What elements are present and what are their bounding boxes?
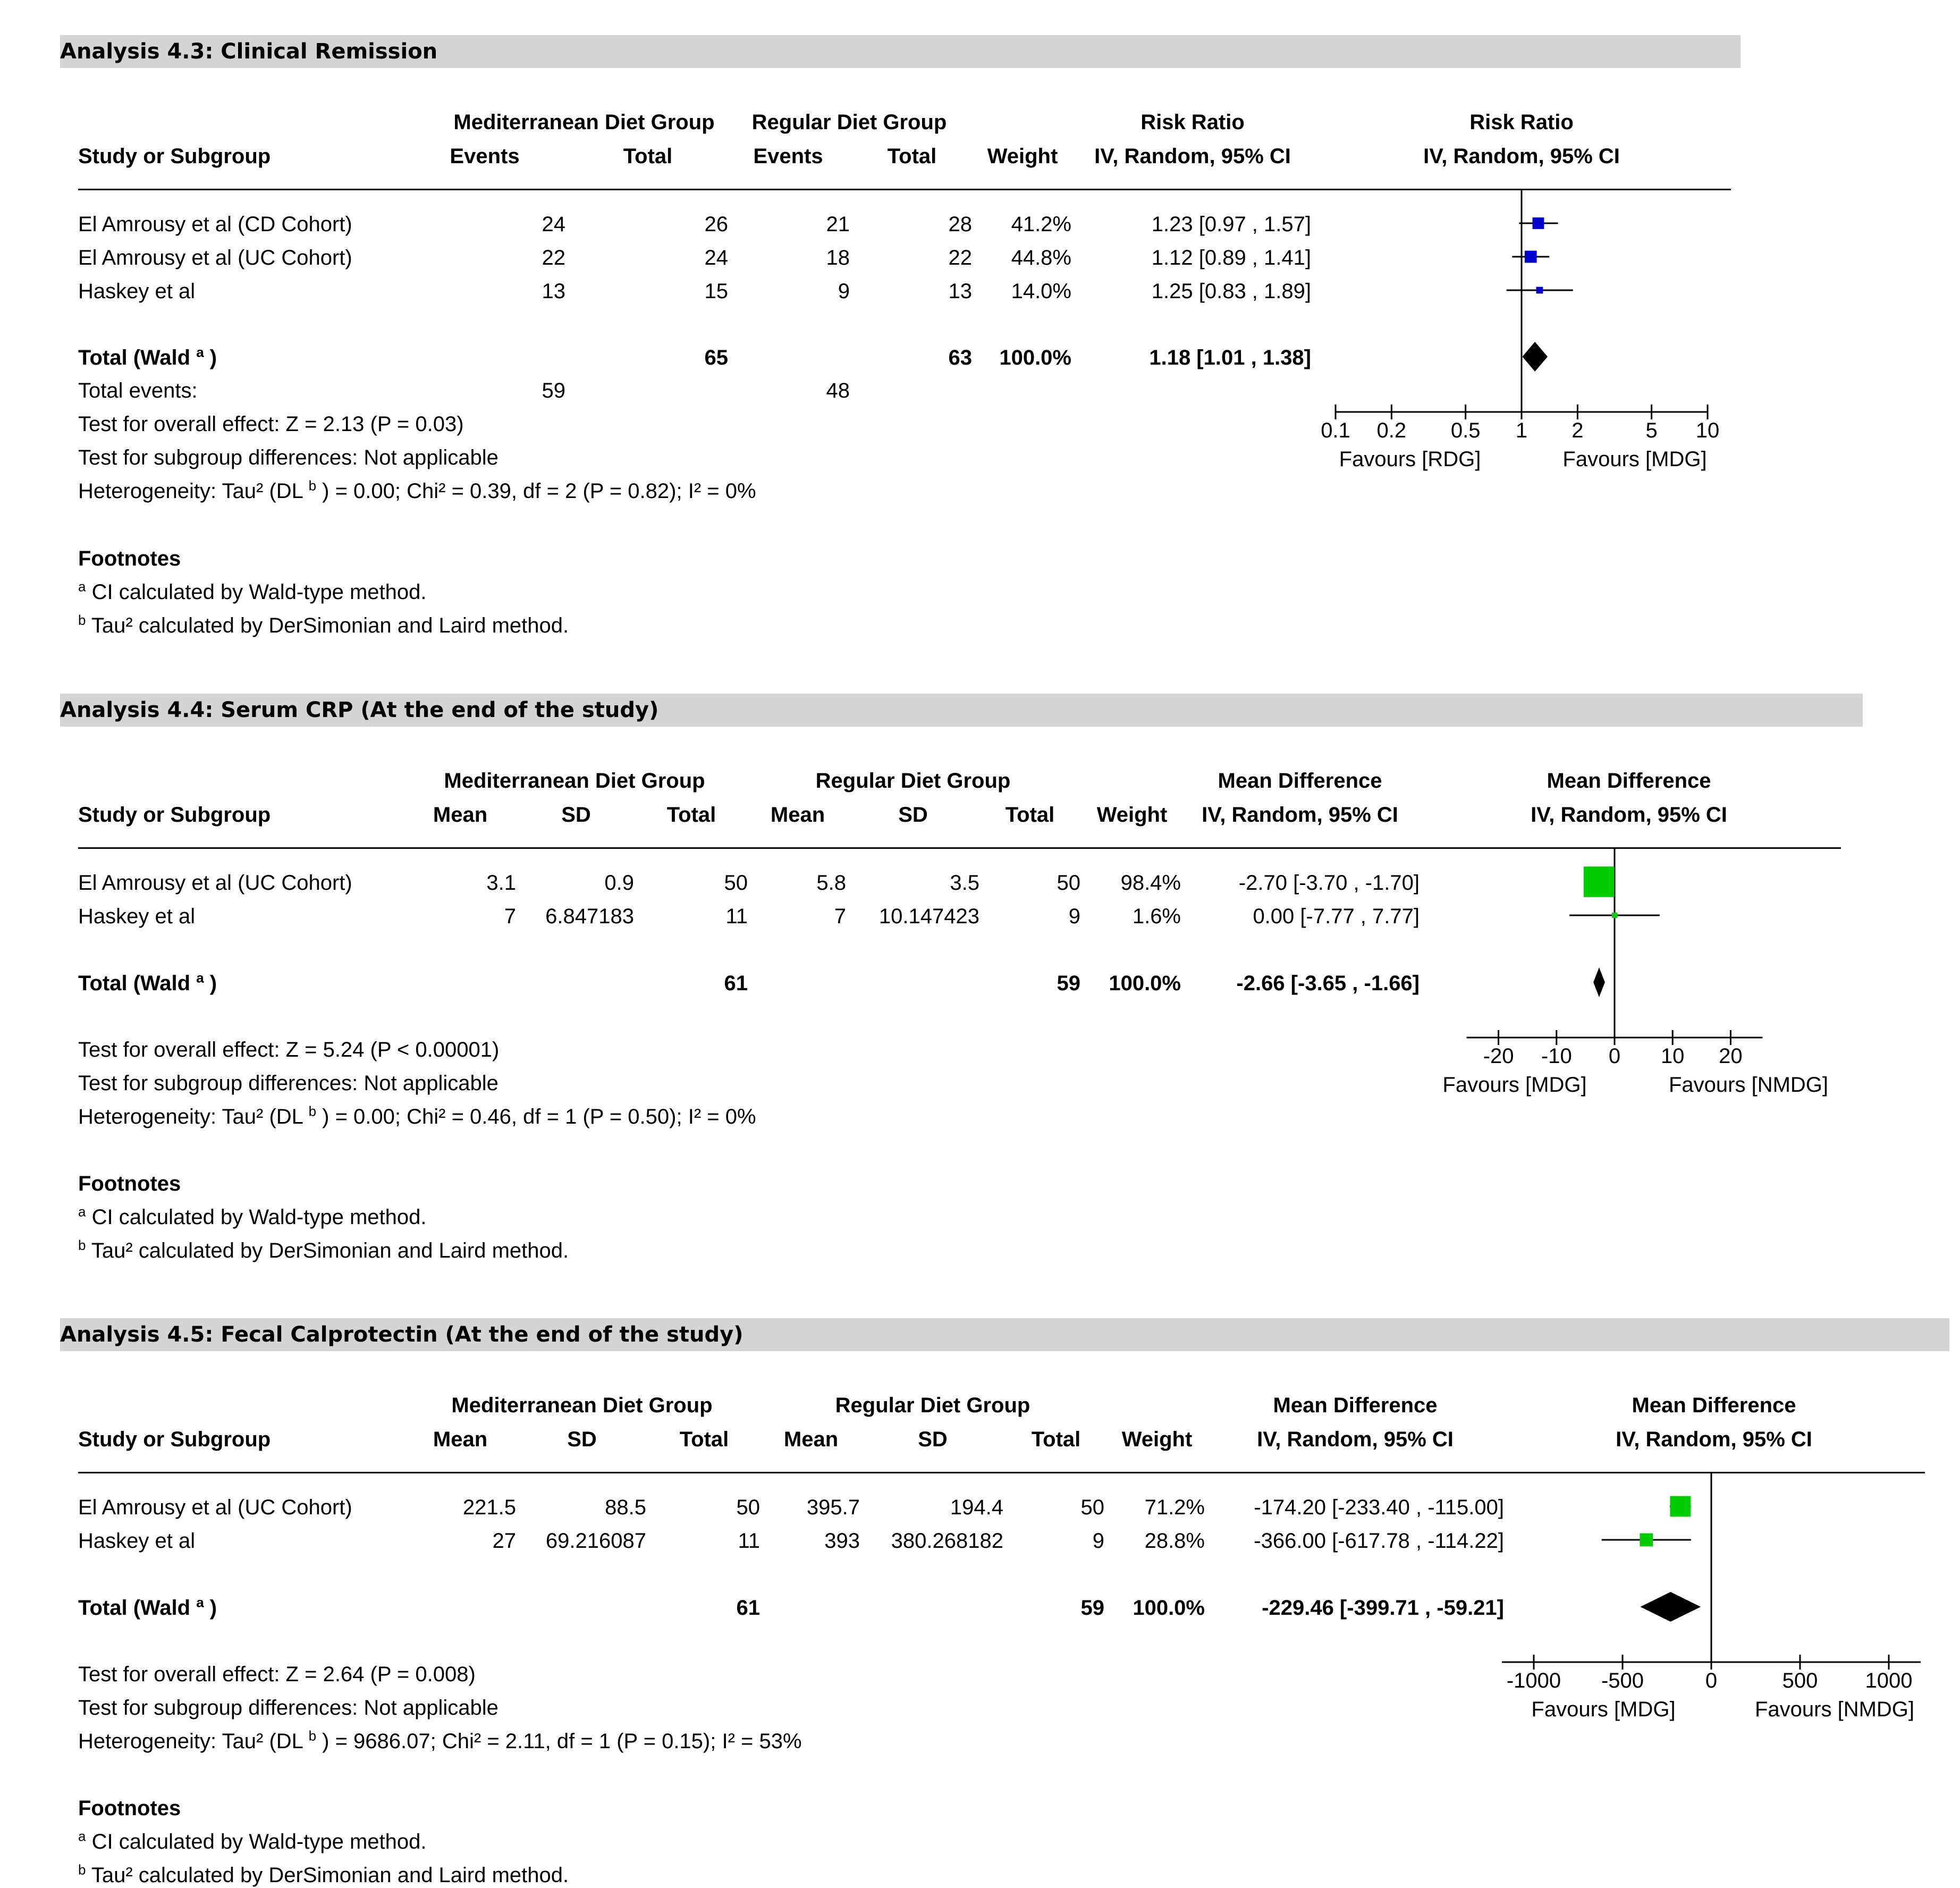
p1-row1-ci: 1.23 [0.97 , 1.57] (1151, 213, 1311, 236)
x-tick-label: 0.5 (1450, 419, 1481, 442)
x-tick-label: 0.1 (1321, 419, 1350, 442)
p1-row2-e1: 22 (542, 246, 565, 269)
p1-effect-heading: Risk Ratio (1140, 111, 1245, 134)
p2-total-n2: 59 (1057, 972, 1080, 995)
p2-row1-sd2: 3.5 (950, 871, 979, 895)
p2-col-weight: Weight (1096, 803, 1168, 827)
p3-plot-method: IV, Random, 95% CI (1616, 1428, 1812, 1451)
p3-row2-weight: 28.8% (1144, 1529, 1205, 1553)
p1-plot-heading: Risk Ratio (1469, 111, 1574, 134)
study-marker (1640, 1533, 1653, 1547)
p2-overall-effect: Test for overall effect: Z = 5.24 (P < 0.00001) (78, 1038, 500, 1061)
p1-total-ci: 1.18 [1.01 , 1.38] (1149, 346, 1311, 369)
p3-total-label: Total (Wald $^a$ ) (78, 1594, 217, 1620)
p1-row2-e2: 18 (826, 246, 850, 269)
p3-row1-m2: 395.7 (806, 1496, 860, 1519)
p2-row1-n1: 50 (724, 871, 748, 895)
p1-total-n2: 63 (948, 346, 972, 369)
p2-col-mean2: Mean (770, 803, 825, 827)
p3-row2-m1: 27 (492, 1529, 516, 1553)
p1-row2-study: El Amrousy et al (UC Cohort) (78, 246, 352, 269)
p2-row1-weight: 98.4% (1120, 871, 1181, 895)
p3-row1-n1: 50 (736, 1496, 760, 1519)
p3-row1-ci: -174.20 [-233.40 , -115.00] (1254, 1496, 1504, 1519)
p1-row3-n1: 15 (704, 280, 728, 303)
p1-events-e1: 59 (542, 379, 565, 402)
p3-subgroup-test: Test for subgroup differences: Not applicable (78, 1696, 499, 1720)
p2-col-sd1: SD (561, 803, 591, 827)
p2-total-ci: -2.66 [-3.65 , -1.66] (1236, 972, 1420, 995)
p1-row1-e2: 21 (826, 213, 850, 236)
study-marker (1536, 287, 1543, 294)
p2-row2-study: Haskey et al (78, 905, 196, 928)
p1-events-label: Total events: (78, 379, 198, 402)
p3-col-total2: Total (1031, 1428, 1081, 1451)
p2-plot-method: IV, Random, 95% CI (1531, 803, 1727, 827)
p2-row1-study: El Amrousy et al (UC Cohort) (78, 871, 352, 895)
x-tick-label: 5 (1645, 419, 1658, 442)
p3-col-study: Study or Subgroup (78, 1428, 271, 1451)
p3-col-mean1: Mean (433, 1428, 488, 1451)
p1-row1-n1: 26 (704, 213, 728, 236)
x-tick-label: 0.2 (1376, 419, 1407, 442)
p2-heterogeneity: Heterogeneity: Tau² (DL $^b$ ) = 0.00; Chi² = 0.46, df = 1 (P = 0.50); I² = 0% (78, 1103, 756, 1128)
p1-row2-ci: 1.12 [0.89 , 1.41] (1151, 246, 1311, 269)
p3-footnotes-title: Footnotes (78, 1797, 181, 1820)
p3-row1-sd2: 194.4 (950, 1496, 1003, 1519)
x-tick-label: 20 (1719, 1044, 1743, 1068)
panel3-title: Analysis 4.5: Fecal Calprotectin (At the end of the study) (60, 1322, 744, 1347)
p2-favours-left: Favours [MDG] (1442, 1073, 1587, 1097)
total-diamond (1523, 342, 1548, 372)
total-diamond (1593, 967, 1605, 997)
forest-plot-1 (1321, 189, 1719, 442)
p3-row1-weight: 71.2% (1144, 1496, 1205, 1519)
p2-row1-sd1: 0.9 (604, 871, 634, 895)
p3-col-sd1: SD (567, 1428, 597, 1451)
p2-row2-m1: 7 (504, 905, 516, 928)
p1-total-n1: 65 (704, 346, 728, 369)
p3-col-sd2: SD (918, 1428, 948, 1451)
p2-col-mean1: Mean (433, 803, 488, 827)
x-tick-label: -10 (1541, 1044, 1572, 1068)
p3-row2-n2: 9 (1092, 1529, 1104, 1553)
p1-heterogeneity: Heterogeneity: Tau² (DL $^b$ ) = 0.00; Chi² = 0.39, df = 2 (P = 0.82); I² = 0% (78, 477, 756, 503)
p2-col-total1: Total (666, 803, 716, 827)
p1-col-events1: Events (450, 145, 520, 168)
p1-row2-n1: 24 (704, 246, 728, 269)
p1-row2-n2: 22 (948, 246, 972, 269)
p1-row3-weight: 14.0% (1011, 280, 1071, 303)
x-tick-label: 10 (1695, 419, 1720, 442)
x-tick-label: 0 (1608, 1044, 1621, 1068)
p2-favours-right: Favours [NMDG] (1668, 1073, 1829, 1097)
x-tick-label: 2 (1572, 419, 1584, 442)
x-tick-label: 1000 (1865, 1669, 1913, 1692)
p2-row2-ci: 0.00 [-7.77 , 7.77] (1253, 905, 1420, 928)
p3-total-ci: -229.46 [-399.71 , -59.21] (1262, 1596, 1504, 1620)
study-marker (1525, 251, 1537, 263)
p1-row2-weight: 44.8% (1011, 246, 1071, 269)
p3-col-total1: Total (679, 1428, 729, 1451)
p1-events-e2: 48 (826, 379, 850, 402)
p3-row2-sd2: 380.268182 (891, 1529, 1003, 1553)
p2-row1-m1: 3.1 (486, 871, 516, 895)
p3-group2-heading: Regular Diet Group (835, 1394, 1030, 1417)
p1-total-label: Total (Wald $^a$ ) (78, 344, 217, 369)
panel1-title: Analysis 4.3: Clinical Remission (60, 39, 438, 64)
p2-row1-ci: -2.70 [-3.70 , -1.70] (1238, 871, 1420, 895)
total-diamond (1640, 1592, 1701, 1622)
p2-row2-n1: 11 (725, 905, 748, 928)
x-tick-label: -500 (1601, 1669, 1644, 1692)
p1-row1-e1: 24 (542, 213, 565, 236)
p2-row1-n2: 50 (1057, 871, 1080, 895)
p3-favours-left: Favours [MDG] (1531, 1698, 1676, 1721)
p3-row1-m1: 221.5 (462, 1496, 516, 1519)
p2-footnote-b: $^b$ Tau² calculated by DerSimonian and Laird method. (78, 1237, 569, 1262)
forest-plot-3 (1502, 1472, 1921, 1692)
p3-row2-ci: -366.00 [-617.78 , -114.22] (1254, 1529, 1504, 1553)
p1-col-events2: Events (753, 145, 823, 168)
p3-total-n1: 61 (736, 1596, 760, 1620)
p1-row3-n2: 13 (948, 280, 972, 303)
p1-row3-study: Haskey et al (78, 280, 196, 303)
study-marker (1584, 866, 1615, 897)
p2-row2-sd2: 10.147423 (878, 905, 979, 928)
p3-row2-sd1: 69.216087 (545, 1529, 646, 1553)
p1-group2-heading: Regular Diet Group (751, 111, 947, 134)
p1-plot-method: IV, Random, 95% CI (1423, 145, 1620, 168)
p2-total-n1: 61 (724, 972, 748, 995)
p3-row2-n1: 11 (738, 1529, 760, 1553)
p3-overall-effect: Test for overall effect: Z = 2.64 (P = 0.008) (78, 1663, 476, 1686)
p2-footnote-a: $^a$ CI calculated by Wald-type method. (78, 1203, 427, 1229)
p3-effect-heading: Mean Difference (1273, 1394, 1438, 1417)
p1-favours-right: Favours [MDG] (1562, 448, 1707, 471)
p1-footnote-b: $^b$ Tau² calculated by DerSimonian and Laird method. (78, 612, 569, 637)
p2-row2-m2: 7 (834, 905, 846, 928)
p2-row2-sd1: 6.847183 (545, 905, 634, 928)
p1-group1-heading: Mediterranean Diet Group (453, 111, 715, 134)
p2-row2-n2: 9 (1068, 905, 1080, 928)
x-tick-label: 1 (1515, 419, 1528, 442)
p3-col-weight: Weight (1121, 1428, 1193, 1451)
p2-total-label: Total (Wald $^a$ ) (78, 970, 217, 995)
p1-row3-ci: 1.25 [0.83 , 1.89] (1151, 280, 1311, 303)
p1-subgroup-test: Test for subgroup differences: Not applicable (78, 446, 499, 469)
p1-row3-e1: 13 (542, 280, 565, 303)
p1-row1-weight: 41.2% (1011, 213, 1071, 236)
p2-footnotes-title: Footnotes (78, 1172, 181, 1195)
study-marker (1533, 217, 1544, 229)
p2-group2-heading: Regular Diet Group (815, 769, 1011, 793)
x-tick-label: 10 (1660, 1044, 1685, 1068)
p2-total-weight: 100.0% (1109, 972, 1181, 995)
p3-row1-sd1: 88.5 (605, 1496, 646, 1519)
p2-subgroup-test: Test for subgroup differences: Not applicable (78, 1072, 499, 1095)
p3-col-method: IV, Random, 95% CI (1257, 1428, 1454, 1451)
p1-overall-effect: Test for overall effect: Z = 2.13 (P = 0.03) (78, 412, 464, 436)
x-tick-label: 500 (1782, 1669, 1818, 1692)
p3-row1-n2: 50 (1080, 1496, 1104, 1519)
p1-col-method: IV, Random, 95% CI (1094, 145, 1291, 168)
study-marker (1670, 1496, 1691, 1517)
p3-row1-study: El Amrousy et al (UC Cohort) (78, 1496, 352, 1519)
p2-effect-heading: Mean Difference (1218, 769, 1382, 793)
p2-col-sd2: SD (898, 803, 928, 827)
p1-favours-left: Favours [RDG] (1339, 448, 1481, 471)
p3-col-mean2: Mean (783, 1428, 839, 1451)
p2-col-total2: Total (1005, 803, 1055, 827)
p2-row1-m2: 5.8 (816, 871, 846, 895)
p1-row3-e2: 9 (838, 280, 850, 303)
p1-row1-study: El Amrousy et al (CD Cohort) (78, 213, 352, 236)
p3-heterogeneity: Heterogeneity: Tau² (DL $^b$ ) = 9686.07; Chi² = 2.11, df = 1 (P = 0.15); I² = 53% (78, 1727, 802, 1753)
p2-plot-heading: Mean Difference (1547, 769, 1711, 793)
p1-footnote-a: $^a$ CI calculated by Wald-type method. (78, 578, 427, 604)
x-tick-label: -20 (1483, 1044, 1514, 1068)
p3-row2-study: Haskey et al (78, 1529, 196, 1553)
p3-total-weight: 100.0% (1133, 1596, 1205, 1620)
p3-total-n2: 59 (1080, 1596, 1104, 1620)
p2-group1-heading: Mediterranean Diet Group (444, 769, 705, 793)
forest-plot-2 (1467, 847, 1763, 1068)
p1-row1-n2: 28 (948, 213, 972, 236)
p1-col-weight: Weight (987, 145, 1058, 168)
p1-col-total1: Total (623, 145, 673, 168)
x-tick-label: 0 (1705, 1669, 1718, 1692)
p2-col-method: IV, Random, 95% CI (1202, 803, 1398, 827)
study-marker (1612, 913, 1617, 918)
p2-row2-weight: 1.6% (1132, 905, 1181, 928)
p1-col-total2: Total (887, 145, 937, 168)
p3-favours-right: Favours [NMDG] (1754, 1698, 1915, 1721)
p1-col-study: Study or Subgroup (78, 145, 271, 168)
p1-footnotes-title: Footnotes (78, 547, 181, 570)
p3-row2-m2: 393 (824, 1529, 860, 1553)
p1-total-weight: 100.0% (999, 346, 1071, 369)
p3-footnote-a: $^a$ CI calculated by Wald-type method. (78, 1828, 427, 1853)
panel2-title: Analysis 4.4: Serum CRP (At the end of the study) (60, 698, 659, 722)
p3-footnote-b: $^b$ Tau² calculated by DerSimonian and Laird method. (78, 1861, 569, 1887)
p2-col-study: Study or Subgroup (78, 803, 271, 827)
p3-plot-heading: Mean Difference (1632, 1394, 1796, 1417)
p3-group1-heading: Mediterranean Diet Group (451, 1394, 713, 1417)
x-tick-label: -1000 (1506, 1669, 1561, 1692)
